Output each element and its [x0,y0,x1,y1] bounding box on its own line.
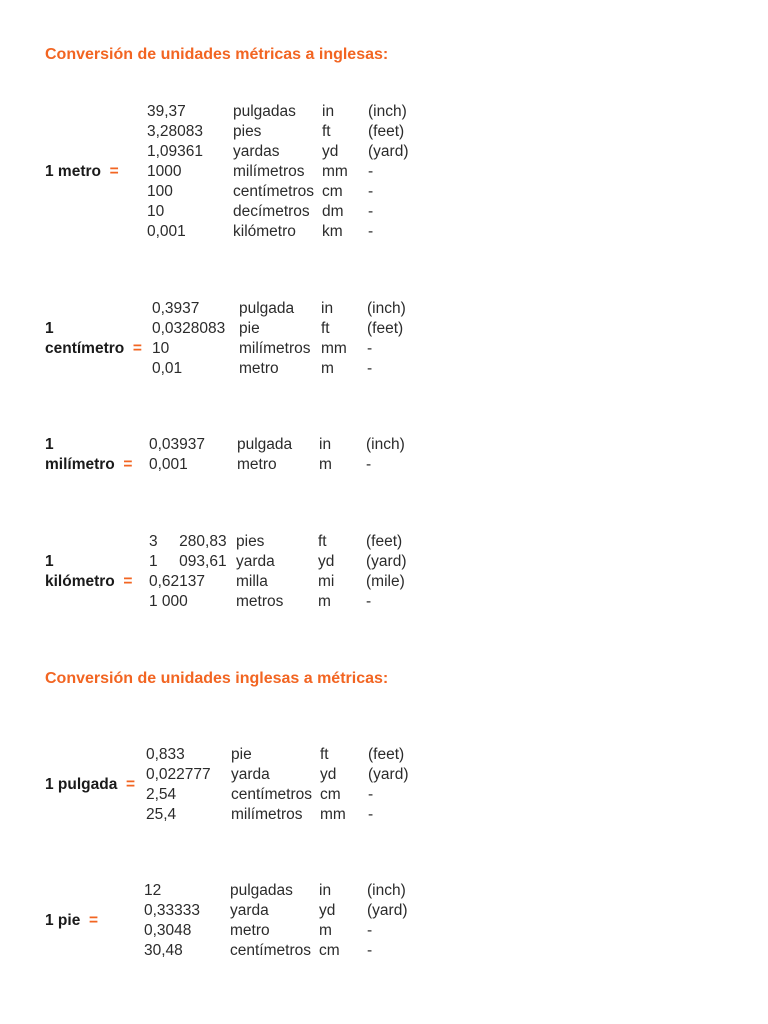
english-cell: (inch) [366,436,405,453]
unit-name-cell: pies [236,533,265,550]
unit-name-cell: metros [236,593,284,610]
value-cell: 1 000 [149,593,188,610]
value-cell: 3,28083 [147,123,204,140]
unit-name-cell: pie [231,746,252,763]
english-cell: (feet) [367,320,404,337]
unit-label [45,775,135,795]
symbol-cell: in [322,103,335,120]
unit-name-cell: kilómetro [233,223,296,240]
value-cell: 0,001 [149,456,188,473]
value-cell: 0,62137 [149,573,206,590]
english-cell: (inch) [367,882,406,899]
english-cell: (yard) [368,143,409,160]
symbol-cell: mm [321,340,347,357]
symbol-cell: in [321,300,334,317]
unit-name-cell: centímetros [230,942,311,959]
english-cell: - [368,203,374,220]
symbol-cell: mm [322,163,348,180]
unit-name-cell: decímetros [233,203,310,220]
english-cell: (inch) [368,103,407,120]
unit-name-cell: centímetros [233,183,314,200]
english-cell: - [368,806,374,823]
unit-name-cell: milímetros [239,340,311,357]
unit-name-cell: yardas [233,143,280,160]
heading-metric-to-english: Conversión de unidades métricas a inglesas: [45,46,389,63]
unit-name-cell: pies [233,123,262,140]
value-cell: 10 [147,203,165,220]
unit-name-cell: metro [237,456,277,473]
english-cell: - [366,456,372,473]
unit-name-cell: metro [239,360,279,377]
symbol-cell: yd [319,902,336,919]
symbol-cell: yd [322,143,339,160]
unit-name-cell: milla [236,573,268,590]
symbol-cell: in [319,436,332,453]
english-cell: (mile) [366,573,405,590]
english-cell: (feet) [368,123,405,140]
value-cell: 0,001 [147,223,186,240]
symbol-cell: ft [320,746,329,763]
english-cell: - [366,593,372,610]
unit-label [45,552,132,592]
symbol-cell: m [321,360,334,377]
unit-label-line: centímetro [45,340,125,357]
unit-name-cell: yarda [231,766,270,783]
value-cell: 12 [144,882,162,899]
value-cell: 1,09361 [147,143,204,160]
unit-name-cell: pulgada [237,436,293,453]
english-cell: - [367,340,373,357]
unit-label-line: 1 metro [45,163,101,180]
value-cell: 39,37 [147,103,186,120]
value-cell: 0,33333 [144,902,201,919]
value-cell: 1 093,61 [149,553,227,570]
english-cell: (yard) [368,766,409,783]
heading-english-to-metric: Conversión de unidades inglesas a métricas: [45,670,389,687]
symbol-cell: cm [322,183,343,200]
unit-label-line: milímetro [45,456,115,473]
unit-name-cell: pulgadas [230,882,293,899]
unit-name-cell: yarda [236,553,275,570]
unit-label [45,435,132,475]
value-cell: 0,022777 [146,766,211,783]
equals-sign: = [123,456,133,473]
english-cell: - [368,223,374,240]
unit-name-cell: milímetros [233,163,305,180]
value-cell: 0,0328083 [152,320,226,337]
value-cell: 2,54 [146,786,177,803]
english-cell: - [367,942,373,959]
english-cell: (yard) [366,553,407,570]
value-cell: 25,4 [146,806,177,823]
unit-name-cell: pulgada [239,300,295,317]
english-cell: (feet) [366,533,403,550]
unit-label-line: 1 [45,436,54,453]
unit-label-line: 1 [45,320,54,337]
value-cell: 3 280,83 [149,533,227,550]
english-cell: - [368,183,374,200]
symbol-cell: yd [318,553,335,570]
value-cell: 0,3048 [144,922,192,939]
symbol-cell: cm [320,786,341,803]
english-cell: (inch) [367,300,406,317]
symbol-cell: in [319,882,332,899]
symbol-cell: m [319,922,332,939]
english-cell: - [368,786,374,803]
unit-label [45,911,98,931]
english-cell: (yard) [367,902,408,919]
symbol-cell: m [319,456,332,473]
value-cell: 0,833 [146,746,185,763]
unit-name-cell: milímetros [231,806,303,823]
value-cell: 0,03937 [149,436,206,453]
symbol-cell: mm [320,806,346,823]
english-cell: - [367,360,373,377]
value-cell: 0,01 [152,360,183,377]
equals-sign: = [125,776,136,793]
equals-sign: = [109,163,119,180]
symbol-cell: cm [319,942,340,959]
equals-sign: = [123,573,133,590]
unit-label-line: 1 pulgada [45,776,118,793]
value-cell: 0,3937 [152,300,200,317]
value-cell: 100 [147,183,173,200]
unit-label [45,162,119,182]
symbol-cell: dm [322,203,344,220]
symbol-cell: yd [320,766,337,783]
symbol-cell: ft [321,320,330,337]
symbol-cell: mi [318,573,335,590]
equals-sign: = [132,340,142,357]
unit-name-cell: centímetros [231,786,312,803]
equals-sign: = [88,912,99,929]
unit-label [45,319,142,359]
english-cell: - [368,163,374,180]
value-cell: 10 [152,340,170,357]
unit-label-line: kilómetro [45,573,115,590]
unit-label-line: 1 [45,553,54,570]
english-cell: - [367,922,373,939]
unit-name-cell: pie [239,320,260,337]
symbol-cell: m [318,593,331,610]
unit-label-line: 1 pie [45,912,81,929]
symbol-cell: km [322,223,343,240]
value-cell: 30,48 [144,942,183,959]
english-cell: (feet) [368,746,405,763]
unit-name-cell: metro [230,922,270,939]
unit-name-cell: yarda [230,902,269,919]
value-cell: 1000 [147,163,182,180]
symbol-cell: ft [318,533,327,550]
symbol-cell: ft [322,123,331,140]
unit-name-cell: pulgadas [233,103,296,120]
